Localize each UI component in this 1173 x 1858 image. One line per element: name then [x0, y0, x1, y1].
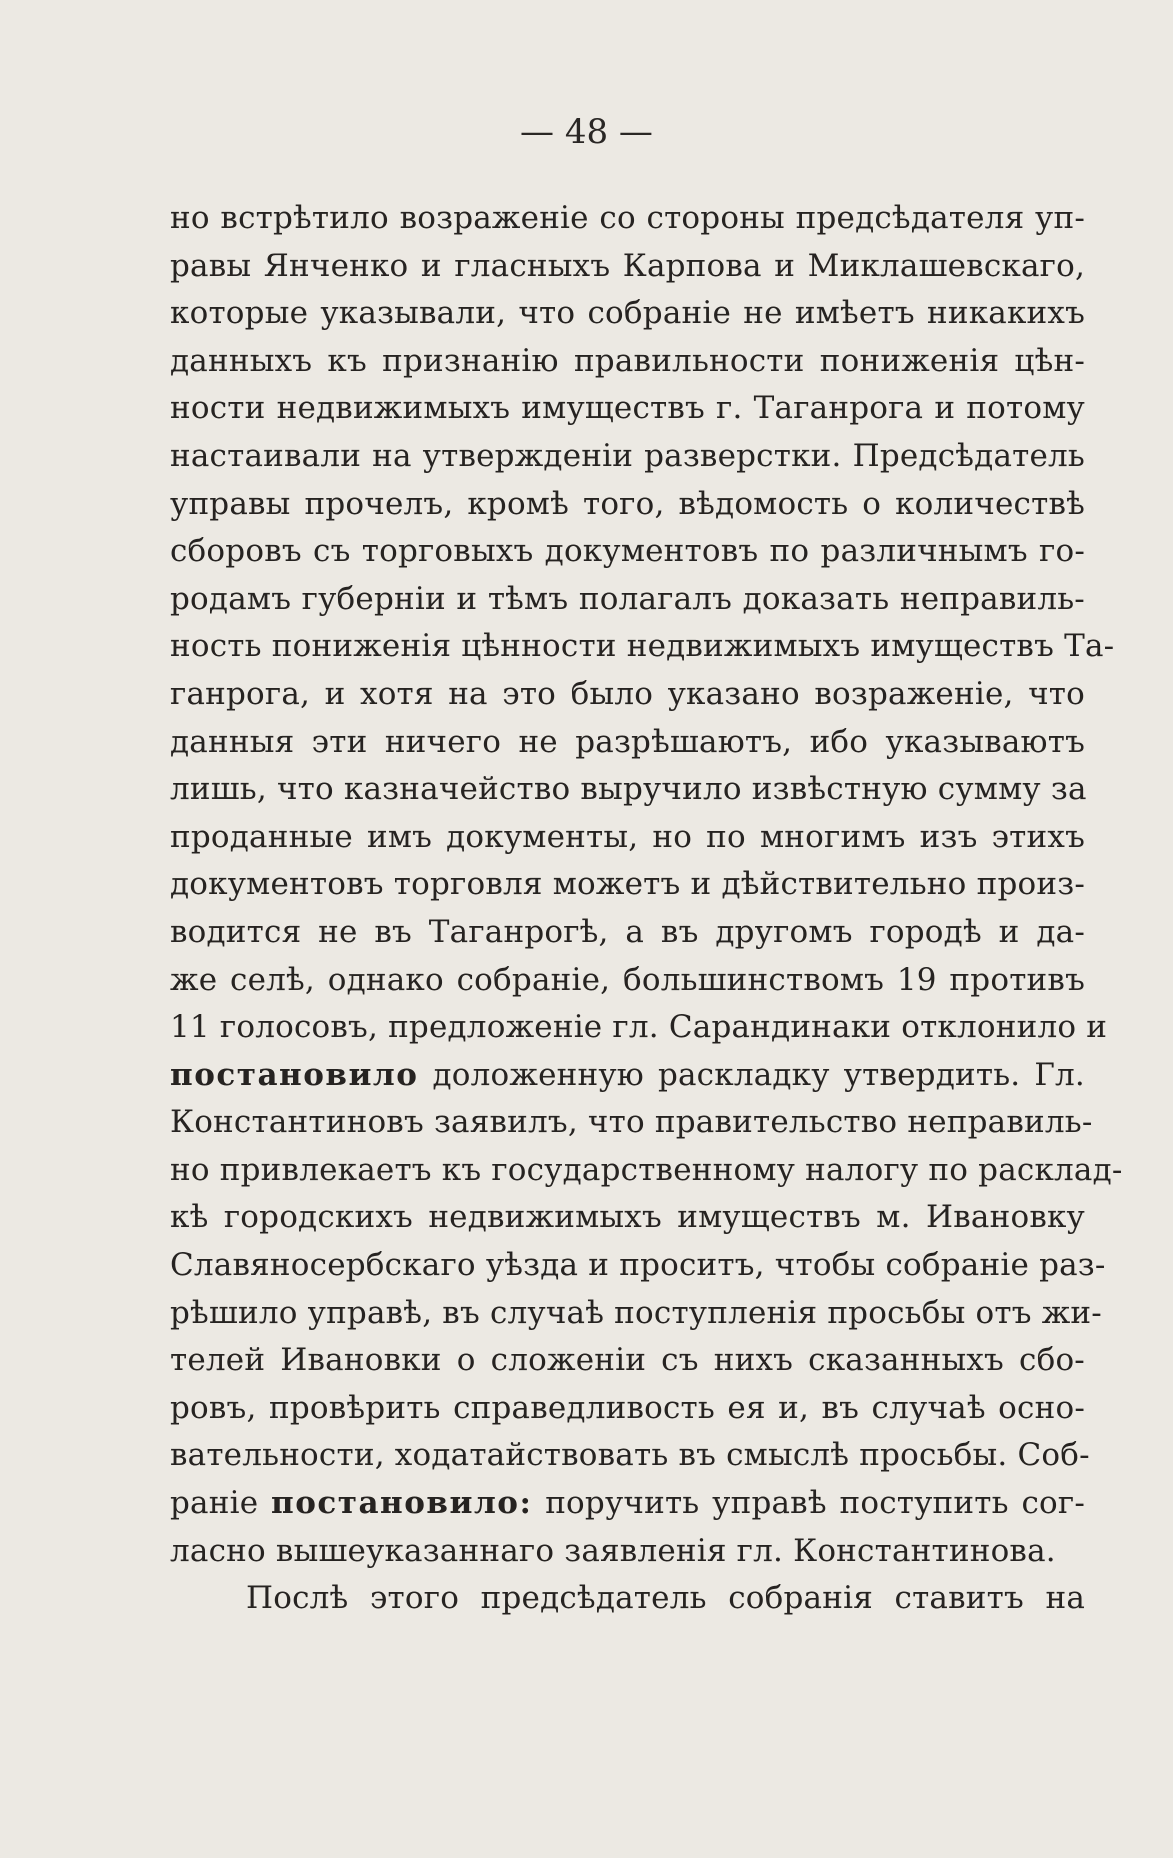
text-line-28	[170, 1480, 1085, 1528]
text-line-3: которые указывали, что собраніе не имѣетъ никакихъ	[170, 295, 1085, 332]
text-line-21: но привлекаетъ къ государственному налогу по расклад-	[170, 1151, 1123, 1188]
text-line-6: настаивали на утвержденіи разверстки. Предсѣдатель	[170, 437, 1085, 474]
text-line-27: вательности, ходатайствовать въ смыслѣ просьбы. Соб-	[170, 1437, 1090, 1474]
emphasis-resolved-2: постановило:	[271, 1485, 533, 1522]
text-line-24: рѣшило управѣ, въ случаѣ поступленія просьбы отъ жи-	[170, 1294, 1102, 1331]
text-line-28-start: раніе	[170, 1485, 272, 1522]
emphasis-resolved: постановило	[170, 1056, 419, 1093]
text-line-2: равы Янченко и гласныхъ Карпова и Миклашевскаго,	[170, 247, 1085, 284]
text-line-30: Послѣ этого предсѣдатель собранія ставитъ на	[246, 1580, 1085, 1617]
text-line-7: управы прочелъ, кромѣ того, вѣдомость о количествѣ	[170, 485, 1085, 522]
text-line-28-end: поручить управѣ поступить сог-	[532, 1485, 1085, 1522]
text-line-10: ность пониженія цѣнности недвижимыхъ имуществъ Та-	[170, 628, 1115, 665]
text-line-15: документовъ торговля можетъ и дѣйствительно произ-	[170, 866, 1085, 903]
text-line-12: данныя эти ничего не разрѣшаютъ, ибо указываютъ	[170, 723, 1085, 760]
text-line-23: Славяносербскаго уѣзда и проситъ, чтобы собраніе раз-	[170, 1247, 1106, 1284]
text-line-19-rest: доложенную раскладку утвердить. Гл.	[418, 1056, 1085, 1093]
text-line-8: сборовъ съ торговыхъ документовъ по различнымъ го-	[170, 533, 1085, 570]
text-line-22: кѣ городскихъ недвижимыхъ имуществъ м. Ивановку	[170, 1199, 1085, 1236]
text-line-16: водится не въ Таганрогѣ, а въ другомъ городѣ и да-	[170, 913, 1085, 950]
text-line-19	[170, 1052, 1085, 1100]
text-line-18: 11 голосовъ, предложеніе гл. Сарандинаки отклонило и	[170, 1009, 1108, 1046]
text-line-14: проданные имъ документы, но по многимъ изъ этихъ	[170, 818, 1085, 855]
text-line-13: лишь, что казначейство выручило извѣстную сумму за	[170, 771, 1087, 808]
text-line-25: телей Ивановки о сложеніи съ нихъ сказанныхъ сбо-	[170, 1342, 1085, 1379]
text-line-20: Константиновъ заявилъ, что правительство неправиль-	[170, 1104, 1093, 1141]
text-line-26: ровъ, провѣрить справедливость ея и, въ случаѣ осно-	[170, 1389, 1085, 1426]
body-text	[170, 195, 1123, 1623]
text-line-11: ганрога, и хотя на это было указано возраженіе, что	[170, 675, 1085, 712]
text-line-1: но встрѣтило возраженіе со стороны предсѣдателя уп-	[170, 200, 1085, 236]
text-line-29: ласно вышеуказаннаго заявленія гл. Константинова.	[170, 1532, 1056, 1569]
text-line-9: родамъ губерніи и тѣмъ полагалъ доказать неправиль-	[170, 580, 1085, 617]
text-line-4: данныхъ къ признанію правильности пониженія цѣн-	[170, 342, 1085, 379]
text-line-17: же селѣ, однако собраніе, большинствомъ 19 противъ	[170, 961, 1085, 998]
page-number: — 48 —	[520, 112, 653, 152]
text-line-5: ности недвижимыхъ имуществъ г. Таганрога и потому	[170, 390, 1085, 427]
